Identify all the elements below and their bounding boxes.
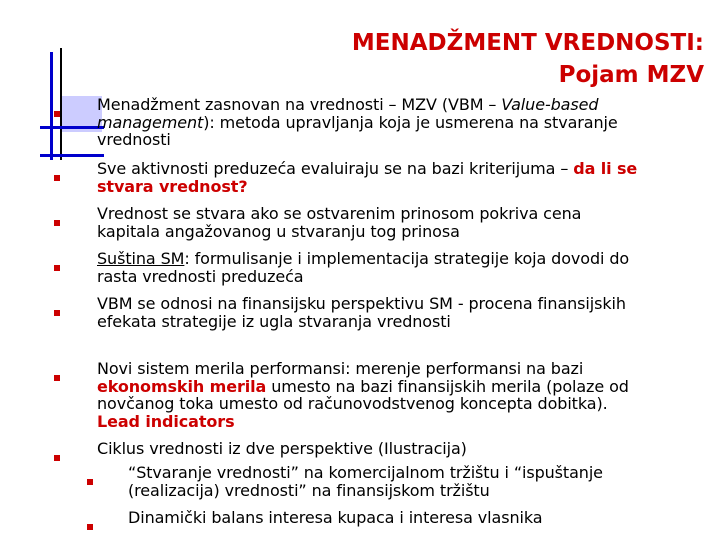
bullet-item-segment: Vrednost se stvara ako se ostvarenim prinosom pokriva cena bbox=[97, 204, 582, 223]
frame-line-horizontal-2 bbox=[40, 154, 104, 157]
bullet-item-marker bbox=[54, 220, 60, 226]
bullet-item-segment: Lead indicators bbox=[97, 411, 235, 431]
bullet-item-line bbox=[97, 313, 626, 331]
bullet-item-line bbox=[97, 160, 637, 178]
bullet-item-line bbox=[97, 440, 467, 458]
bullet-item-line bbox=[97, 178, 637, 196]
bullet-item-marker bbox=[54, 111, 60, 117]
bullet-item-text bbox=[97, 205, 581, 240]
bullet-item-text bbox=[97, 96, 618, 149]
bullet-item-marker bbox=[54, 265, 60, 271]
bullet-item-text bbox=[97, 250, 629, 285]
bullet-item-marker bbox=[54, 175, 60, 181]
sub-bullet-item-segment: (realizacija) vrednosti” na finansijskom tržištu bbox=[128, 480, 490, 500]
bullet-item-line bbox=[97, 413, 629, 431]
bullet-item-line bbox=[97, 96, 618, 114]
sub-bullet-item-marker bbox=[87, 479, 93, 485]
sub-bullet-item-text bbox=[128, 464, 603, 499]
bullet-item-segment: vrednosti bbox=[97, 130, 171, 149]
bullet-item-segment: kapitala angažovanog u stvaranju tog prinosa bbox=[97, 221, 460, 241]
title-line-2: Pojam MZV bbox=[558, 62, 704, 88]
bullet-item-line bbox=[97, 223, 581, 241]
sub-bullet-item-segment: Dinamički balans interesa kupaca i interesa vlasnika bbox=[128, 508, 543, 527]
bullet-item-segment: umesto na bazi finansijskih merila (polaze od bbox=[266, 376, 629, 396]
bullet-item-line bbox=[97, 360, 629, 378]
sub-bullet-item-text bbox=[128, 509, 542, 527]
title-line-1: MENADŽMENT VREDNOSTI: bbox=[351, 30, 704, 56]
slide-title bbox=[352, 27, 704, 91]
bullet-item-segment: Menadžment zasnovan na vrednosti – MZV (VBM – bbox=[97, 95, 502, 114]
bullet-item-segment: ): metoda upravljanja koja je usmerena na stvaranje bbox=[203, 112, 618, 132]
bullet-item-line bbox=[97, 295, 626, 313]
bullet-item-segment: VBM se odnosi na finansijsku perspektivu SM - procena finansijskih bbox=[97, 294, 626, 313]
sub-bullet-item-line bbox=[128, 482, 603, 500]
bullet-item-segment: da li se bbox=[573, 159, 638, 178]
bullet-item-line bbox=[97, 395, 629, 413]
bullet-item-line bbox=[97, 250, 629, 268]
bullet-item-segment: efekata strategije iz ugla stvaranja vrednosti bbox=[97, 311, 451, 331]
bullet-item-line bbox=[97, 268, 629, 286]
bullet-item-segment: Suština SM bbox=[97, 249, 185, 268]
frame-line-horizontal bbox=[40, 126, 104, 129]
bullet-item-text bbox=[97, 160, 637, 195]
bullet-item-text bbox=[97, 295, 626, 330]
bullet-item-segment: : formulisanje i implementacija strategije koja dovodi do bbox=[184, 249, 630, 268]
bullet-item-segment: stvara vrednost? bbox=[97, 176, 248, 196]
bullet-item-segment: Value-based bbox=[501, 95, 599, 114]
bullet-item-segment: rasta vrednosti preduzeća bbox=[97, 266, 304, 286]
bullet-item-segment: Sve aktivnosti preduzeća evaluiraju se na bazi kriterijuma – bbox=[97, 159, 574, 178]
bullet-item-line bbox=[97, 114, 618, 132]
bullet-item-marker bbox=[54, 375, 60, 381]
bullet-item-marker bbox=[54, 310, 60, 316]
sub-bullet-item-line bbox=[128, 464, 603, 482]
bullet-item-segment: management bbox=[97, 112, 204, 132]
bullet-item-line bbox=[97, 131, 618, 149]
bullet-item-segment: Ciklus vrednosti iz dve perspektive (Ilustracija) bbox=[97, 439, 467, 458]
sub-bullet-item-marker bbox=[87, 524, 93, 530]
sub-bullet-item-segment: “Stvaranje vrednosti” na komercijalnom tržištu i “ispuštanje bbox=[128, 463, 603, 482]
bullet-item-segment: Novi sistem merila performansi: merenje performansi na bazi bbox=[97, 359, 584, 378]
bullet-item-segment: novčanog toka umesto od računovodstvenog koncepta dobitka). bbox=[97, 394, 608, 413]
frame-line-vertical bbox=[50, 52, 53, 160]
bullet-item-marker bbox=[54, 455, 60, 461]
bullet-item-text bbox=[97, 440, 467, 458]
bullet-item-line bbox=[97, 378, 629, 396]
bullet-item-segment: ekonomskih merila bbox=[97, 376, 267, 396]
bullet-item-line bbox=[97, 205, 581, 223]
bullet-item-text bbox=[97, 360, 629, 430]
sub-bullet-item-line bbox=[128, 509, 542, 527]
